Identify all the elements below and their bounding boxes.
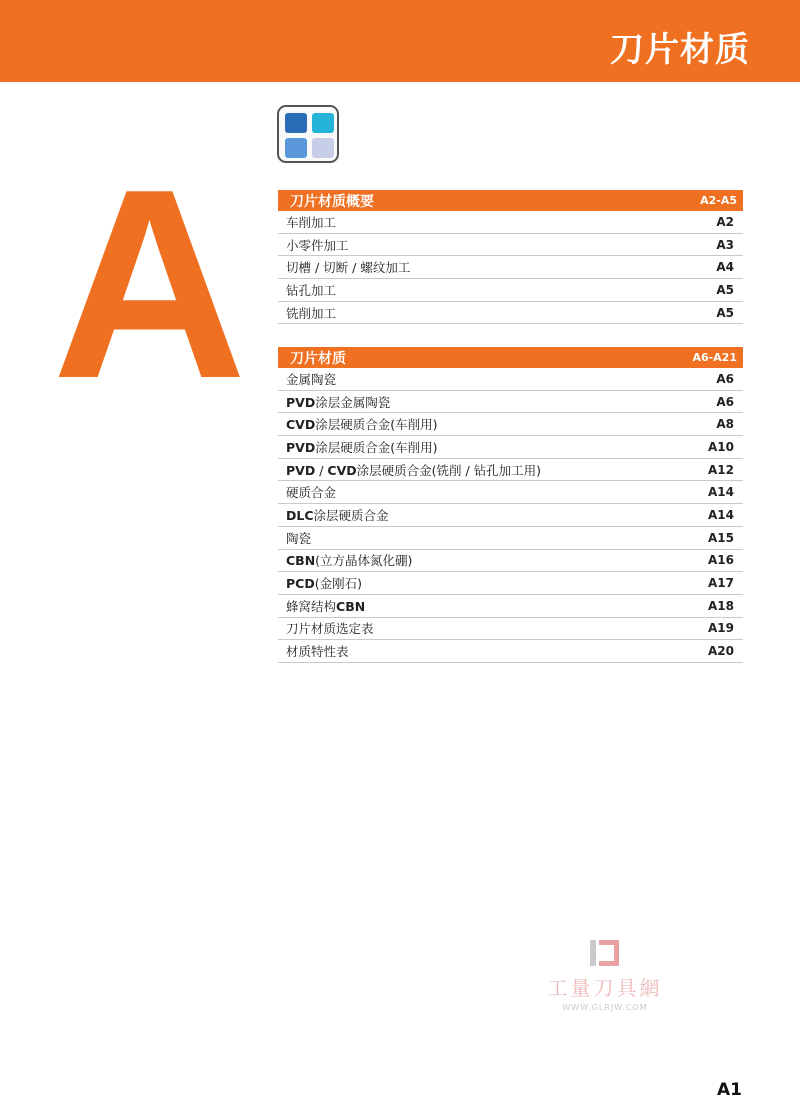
toc-label: 车削加工 [286, 214, 337, 230]
toc-label: DLC涂层硬质合金 [286, 507, 389, 523]
toc-page: A10 [708, 439, 734, 454]
toc-row[interactable] [278, 234, 743, 257]
toc-page: A5 [716, 282, 734, 297]
toc-label: PVD涂层硬质合金(车削用) [286, 439, 438, 455]
toc-label: PVD涂层金属陶瓷 [286, 394, 391, 410]
toc-label: 蜂窝结构CBN [286, 598, 366, 614]
watermark-name: 工量刀具網 [547, 976, 663, 1000]
page-number: A1 [717, 1080, 742, 1100]
toc-row[interactable] [278, 302, 743, 325]
toc-page: A8 [716, 417, 734, 432]
toc-label: 材质特性表 [286, 644, 349, 660]
toc-page: A3 [716, 237, 734, 252]
toc-page: A5 [716, 305, 734, 320]
toc-label: 刀片材质选定表 [286, 621, 374, 637]
toc-page: A6 [716, 371, 734, 386]
toc-row[interactable] [278, 640, 743, 663]
toc-row[interactable] [278, 256, 743, 279]
section-insert-material-overview [278, 190, 743, 324]
toc-label: 陶瓷 [286, 530, 312, 546]
toc-row[interactable] [278, 527, 743, 550]
toc-page: A20 [708, 644, 734, 659]
toc-page: A4 [716, 260, 734, 275]
toc-page: A14 [708, 485, 734, 500]
toc-label: CBN(立方晶体氮化硼) [286, 553, 413, 569]
material-grid-icon [277, 105, 339, 163]
toc-row[interactable] [278, 436, 743, 459]
toc-row[interactable] [278, 572, 743, 595]
toc-row[interactable] [278, 504, 743, 527]
toc-row[interactable] [278, 279, 743, 302]
section-page-range: A6-A21 [692, 351, 737, 364]
watermark-url: WWW.GLRJW.COM [562, 1003, 648, 1012]
toc-row[interactable] [278, 368, 743, 391]
chapter-letter: A [52, 134, 247, 435]
toc-row[interactable] [278, 413, 743, 436]
section-title: 刀片材质概要 [290, 193, 374, 210]
toc-label: 小零件加工 [286, 237, 349, 253]
toc-label: PVD / CVD涂层硬质合金(铣削 / 钻孔加工用) [286, 462, 542, 478]
toc-label: 钻孔加工 [286, 282, 337, 298]
section-title: 刀片材质 [290, 350, 346, 367]
toc-row[interactable] [278, 595, 743, 618]
toc-label: CVD涂层硬质合金(车削用) [286, 417, 438, 433]
watermark-logo-icon [590, 940, 620, 966]
toc-page: A12 [708, 462, 734, 477]
toc-row[interactable] [278, 391, 743, 414]
toc-row[interactable] [278, 211, 743, 234]
toc-page: A18 [708, 598, 734, 613]
section-header [278, 190, 743, 211]
toc-page: A6 [716, 394, 734, 409]
section-page-range: A2-A5 [700, 194, 737, 207]
toc-label: 硬质合金 [286, 485, 337, 501]
toc-label: PCD(金刚石) [286, 576, 362, 592]
toc-label: 切槽 / 切断 / 螺纹加工 [286, 260, 411, 276]
toc-page: A19 [708, 621, 734, 636]
toc-row[interactable] [278, 550, 743, 573]
watermark [530, 940, 680, 1012]
top-banner [0, 0, 800, 82]
toc-page: A2 [716, 214, 734, 229]
toc-page: A15 [708, 530, 734, 545]
toc-label: 金属陶瓷 [286, 371, 337, 387]
toc-label: 铣削加工 [286, 305, 337, 321]
section-header [278, 347, 743, 368]
toc-row[interactable] [278, 459, 743, 482]
toc-page: A14 [708, 507, 734, 522]
toc-row[interactable] [278, 618, 743, 641]
toc-page: A17 [708, 576, 734, 591]
page-title: 刀片材质 [610, 30, 750, 70]
toc-page: A16 [708, 553, 734, 568]
toc-row[interactable] [278, 481, 743, 504]
section-insert-materials [278, 347, 743, 663]
